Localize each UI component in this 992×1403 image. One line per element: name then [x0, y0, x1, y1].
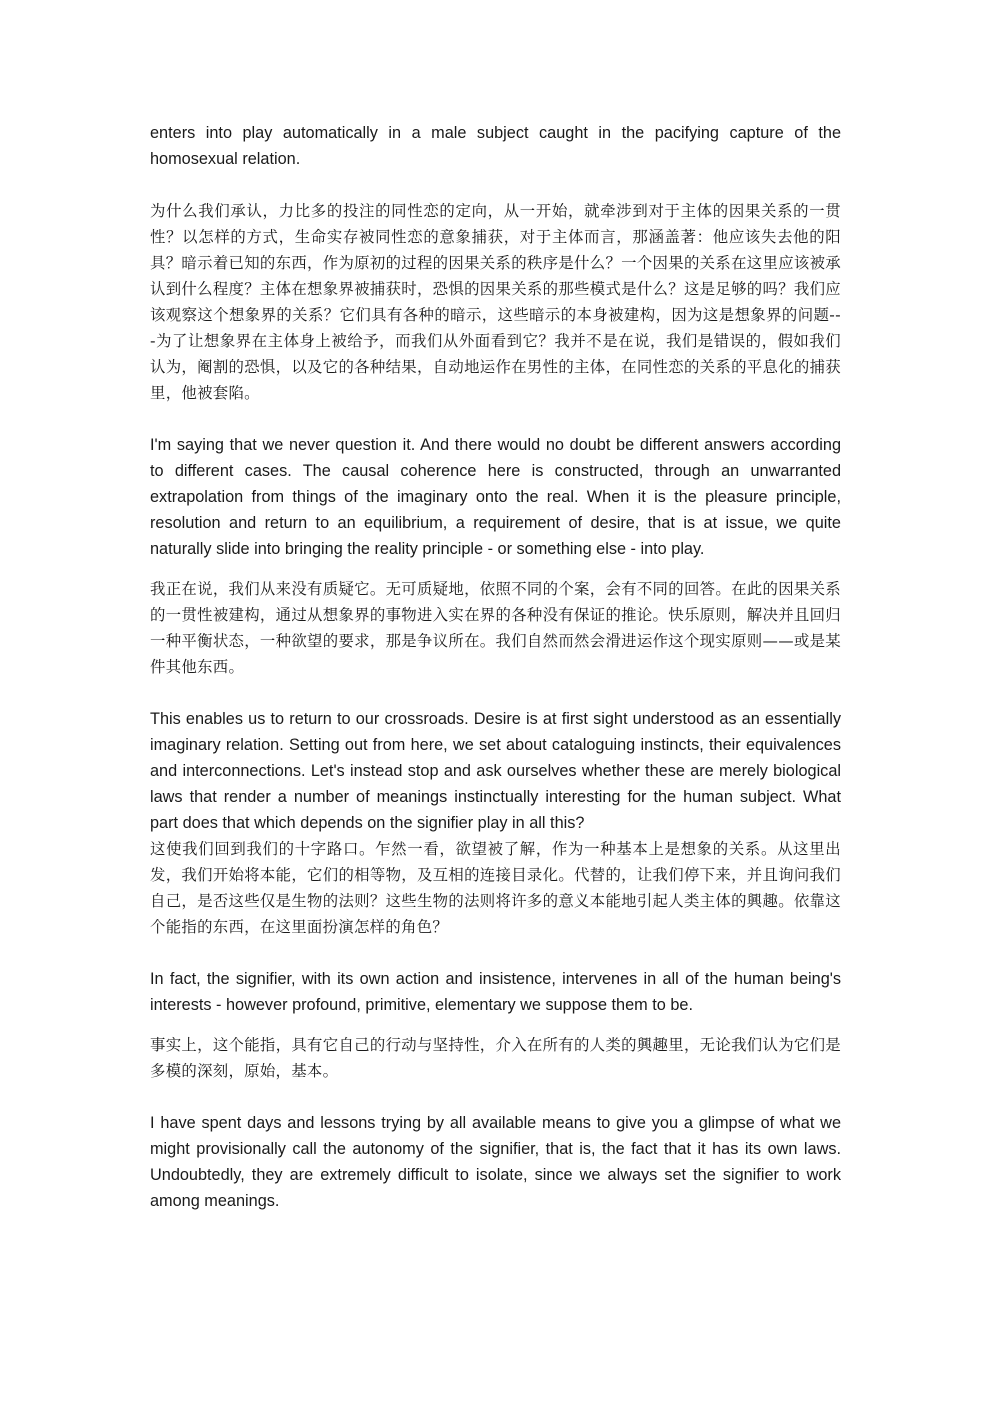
paragraph-zh: 这使我们回到我们的十字路口。乍然一看，欲望被了解，作为一种基本上是想象的关系。从这里出发，我们开始将本能，它们的相等物，及互相的连接目录化。代替的，让我们停下来，并且询问我们自己，是否这些仅是生物的法则？这些生物的法则将许多的意义本能地引起人类主体的興趣。依靠这个能指的东西，在这里面扮演怎样的角色？: [150, 840, 841, 936]
paragraph-en: enters into play automatically in a male subject caught in the pacifying capture of the homosexual relation.: [150, 124, 841, 168]
paragraph-en: This enables us to return to our crossroads. Desire is at first sight understood as an essentially imaginary relation. Setting out from here, we set about cataloguing instincts, their equivalences and interconnections. Let's instead stop and ask ourselves whether these are merely biological laws that render a number of meanings instinctually interesting for the human subject. What part does that which depends on the signifier play in all this?: [150, 710, 841, 832]
paragraph-en: I have spent days and lessons trying by all available means to give you a glimpse of what we might provisionally call the autonomy of the signifier, that is, the fact that it has its own laws. Undoubtedly, they are extremely difficult to isolate, since we always set the signifier to work among meanings.: [150, 1114, 841, 1210]
document-page: [150, 120, 841, 1214]
paragraph-zh: 我正在说，我们从来没有质疑它。无可质疑地，依照不同的个案，会有不同的回答。在此的因果关系的一贯性被建构，通过从想象界的事物进入实在界的各种没有保证的推论。快乐原则，解决并且回归一种平衡状态，一种欲望的要求，那是争议所在。我们自然而然会滑进运作这个现实原则——或是某件其他东西。: [150, 580, 841, 676]
paragraph-en: In fact, the signifier, with its own action and insistence, intervenes in all of the human being's interests - however profound, primitive, elementary we suppose them to be.: [150, 970, 841, 1014]
paragraph-zh: 为什么我们承认，力比多的投注的同性恋的定向，从一开始，就牵涉到对于主体的因果关系的一贯性？以怎样的方式，生命实存被同性恋的意象捕获，对于主体而言，那涵盖著：他应该失去他的阳具？暗示着已知的东西，作为原初的过程的因果关系的秩序是什么？一个因果的关系在这里应该被承认到什么程度？主体在想象界被捕获时，恐惧的因果关系的那些模式是什么？这是足够的吗？我们应该观察这个想象界的关系？它们具有各种的暗示，这些暗示的本身被建构，因为这是想象界的问题---为了让想象界在主体身上被给予，而我们从外面看到它？我并不是在说，我们是错误的，假如我们认为，阉割的恐惧，以及它的各种结果，自动地运作在男性的主体，在同性恋的关系的平息化的捕获里，他被套陷。: [150, 202, 841, 402]
paragraph-en: I'm saying that we never question it. And there would no doubt be different answers according to different cases. The causal coherence here is constructed, through an unwarranted extrapolation from things of the imaginary onto the real. When it is the pleasure principle, resolution and return to an equilibrium, a requirement of desire, that is at issue, we quite naturally slide into bringing the reality principle - or something else - into play.: [150, 436, 841, 558]
paragraph-zh: 事实上，这个能指，具有它自己的行动与坚持性，介入在所有的人类的興趣里，无论我们认为它们是多模的深刻，原始，基本。: [150, 1036, 841, 1080]
